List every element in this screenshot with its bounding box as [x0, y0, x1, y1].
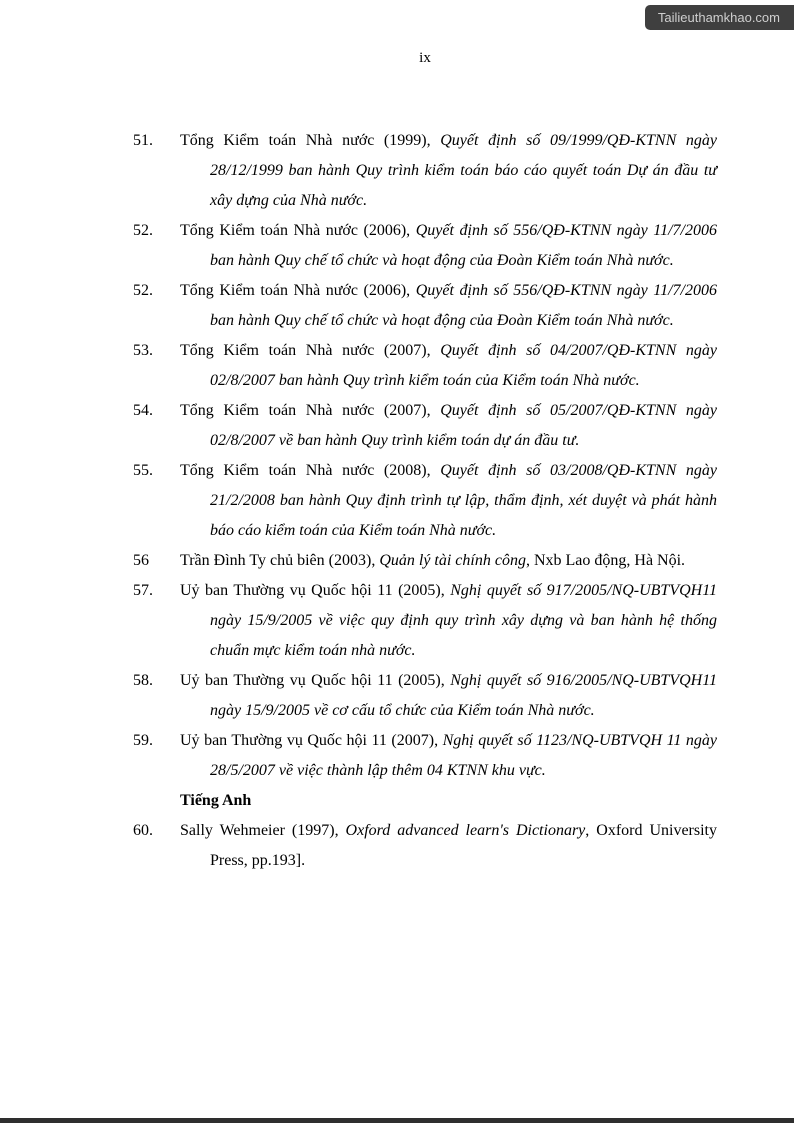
reference-author: Tổng Kiểm toán Nhà nước (2007),: [180, 402, 441, 419]
reference-author: Tổng Kiểm toán Nhà nước (2006),: [180, 282, 416, 299]
reference-item: [133, 216, 717, 276]
reference-title: Quản lý tài chính công: [379, 552, 526, 569]
reference-text: [180, 576, 718, 666]
reference-item: [133, 816, 717, 876]
reference-text: [180, 216, 717, 276]
reference-number: 55.: [133, 462, 153, 479]
reference-title: Quyết định số 05/2007/QĐ-KTNN ngày 02/8/2007 về ban hành Quy trình kiểm toán dự án đầu tư.: [210, 402, 717, 449]
reference-number: 57.: [133, 582, 153, 599]
reference-title: Oxford advanced learn's Dictionary: [345, 822, 586, 839]
reference-number: 53.: [133, 342, 153, 359]
reference-text: [180, 816, 717, 876]
reference-number: 58.: [133, 672, 153, 689]
reference-text: [180, 336, 717, 396]
reference-item: [133, 336, 717, 396]
reference-author: Sally Wehmeier (1997),: [180, 822, 346, 839]
reference-title: Quyết định số 556/QĐ-KTNN ngày 11/7/2006 ban hành Quy chế tổ chức và hoạt động của Đoàn Kiểm toán Nhà nước.: [210, 222, 717, 269]
section-heading-english: Tiếng Anh: [180, 792, 252, 809]
reference-item: [133, 726, 717, 786]
reference-number: 56: [133, 552, 149, 569]
reference-title: Quyết định số 09/1999/QĐ-KTNN ngày 28/12/1999 ban hành Quy trình kiểm toán báo cáo quyết toán Dự án đầu tư xây dựng của Nhà nước.: [210, 132, 717, 209]
reference-item: [133, 576, 717, 666]
reference-text: [180, 546, 717, 576]
reference-item: [133, 276, 717, 336]
reference-item: [133, 456, 717, 546]
reference-author: Uỷ ban Thường vụ Quốc hội 11 (2005),: [180, 672, 451, 689]
reference-tail: , Oxford University Press, pp.193].: [210, 822, 717, 869]
page-number: ix: [419, 50, 431, 66]
reference-text: [180, 126, 717, 216]
reference-text: [180, 666, 718, 726]
reference-item: [133, 666, 717, 726]
reference-text: [180, 276, 717, 336]
reference-author: Tổng Kiểm toán Nhà nước (2008),: [180, 462, 441, 479]
reference-title: Quyết định số 03/2008/QĐ-KTNN ngày 21/2/2008 ban hành Quy định trình tự lập, thẩm định, xét duyệt và phát hành báo cáo kiểm toán của Kiểm toán Nhà nước.: [210, 462, 717, 539]
reference-item: [133, 546, 717, 576]
reference-number: 52.: [133, 222, 153, 239]
reference-title: Quyết định số 04/2007/QĐ-KTNN ngày 02/8/2007 ban hành Quy trình kiểm toán của Kiểm toán Nhà nước.: [210, 342, 717, 389]
reference-author: Trần Đình Ty chủ biên (2003),: [180, 552, 380, 569]
reference-author: Uỷ ban Thường vụ Quốc hội 11 (2005),: [180, 582, 451, 599]
reference-author: Tổng Kiểm toán Nhà nước (2006),: [180, 222, 416, 239]
reference-author: Tổng Kiểm toán Nhà nước (2007),: [180, 342, 441, 359]
references-list: [133, 126, 717, 876]
reference-title: Nghị quyết số 917/2005/NQ-UBTVQH11 ngày 15/9/2005 về việc quy định quy trình xây dựng và ban hành hệ thống chuẩn mực kiểm toán nhà nước.: [210, 582, 718, 659]
reference-text: [180, 456, 717, 546]
reference-number: 51.: [133, 132, 153, 149]
watermark-badge[interactable]: Tailieuthamkhao.com: [645, 5, 794, 30]
reference-number: 52.: [133, 282, 153, 299]
reference-number: 59.: [133, 732, 153, 749]
reference-title: Nghị quyết số 916/2005/NQ-UBTVQH11 ngày 15/9/2005 về cơ cấu tổ chức của Kiểm toán Nhà nước.: [210, 672, 718, 719]
reference-tail: , Nxb Lao động, Hà Nội.: [525, 552, 686, 569]
reference-number: 54.: [133, 402, 153, 419]
reference-number: 60.: [133, 822, 153, 839]
reference-title: Nghị quyết số 1123/NQ-UBTVQH 11 ngày 28/5/2007 về việc thành lập thêm 04 KTNN khu vực.: [210, 732, 718, 779]
reference-text: [180, 396, 717, 456]
reference-author: Tổng Kiểm toán Nhà nước (1999),: [180, 132, 441, 149]
reference-item: [133, 126, 717, 216]
reference-title: Quyết định số 556/QĐ-KTNN ngày 11/7/2006 ban hành Quy chế tổ chức và hoạt động của Đoàn Kiểm toán Nhà nước.: [210, 282, 717, 329]
page-bottom-edge: [0, 1118, 794, 1123]
reference-item: [133, 396, 717, 456]
reference-author: Uỷ ban Thường vụ Quốc hội 11 (2007),: [180, 732, 443, 749]
reference-text: [180, 726, 718, 786]
